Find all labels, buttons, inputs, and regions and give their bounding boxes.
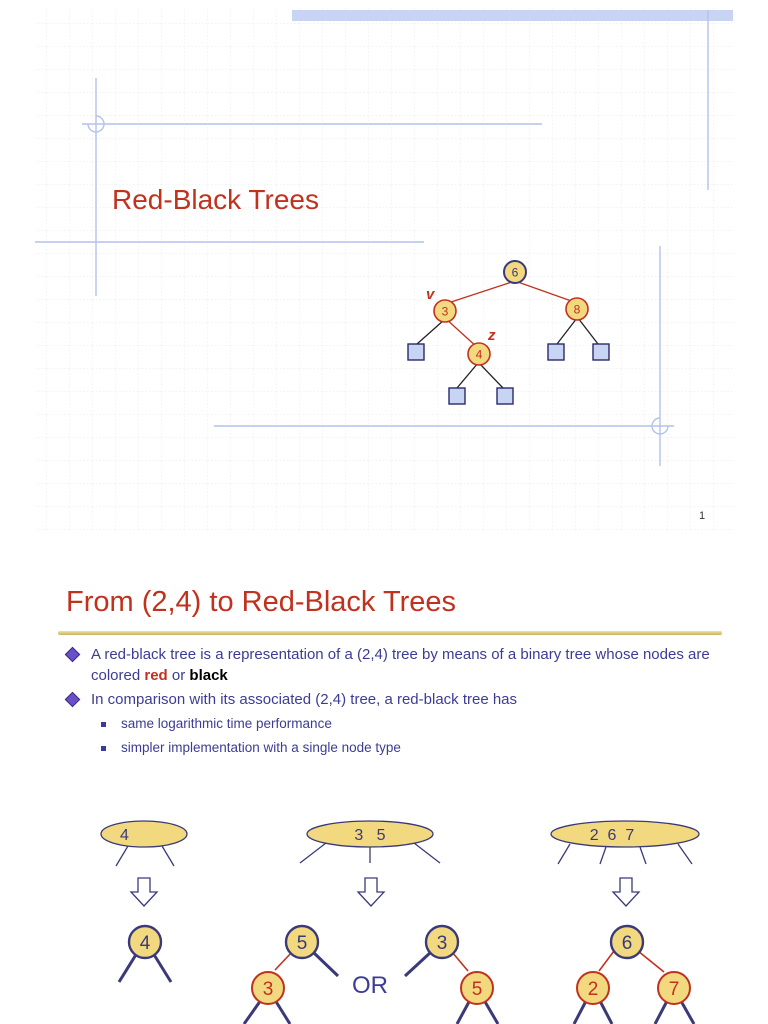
leaf-node	[497, 388, 513, 404]
binary-node-key: 4	[139, 933, 151, 954]
sub-bullet-item	[91, 738, 724, 758]
two-node-key: 4	[120, 827, 129, 844]
down-arrow-icon	[131, 878, 157, 906]
square-bullet-icon	[101, 746, 106, 751]
diamond-bullet-icon	[65, 647, 81, 663]
keyword-red: red	[144, 667, 168, 684]
sub-bullet-list	[91, 714, 724, 758]
leaf-node	[408, 344, 424, 360]
option-a-root-key: 5	[296, 933, 308, 954]
keyword-or: or	[171, 667, 186, 684]
leaf-node	[449, 388, 465, 404]
slide-2	[0, 560, 768, 1024]
edge-6-8	[515, 281, 577, 303]
four-right-key: 7	[668, 979, 680, 1000]
title-underline	[58, 631, 722, 635]
bullet-item	[64, 644, 724, 686]
option-b-child-key: 5	[471, 979, 483, 1000]
or-label: OR	[352, 972, 388, 999]
leaf-node	[548, 344, 564, 360]
slide-1-title: Red-Black Trees	[112, 184, 319, 215]
four-node-keys: 2 6 7	[589, 827, 635, 844]
page-number: 1	[699, 510, 706, 522]
label-z: z	[488, 327, 496, 344]
bullet-item	[64, 689, 724, 758]
leaf-node	[593, 344, 609, 360]
slide-2-title: From (2,4) to Red-Black Trees	[66, 586, 456, 618]
keyword-black: black	[189, 667, 228, 684]
edge-3-4	[445, 318, 478, 348]
edge-3-leaf	[417, 320, 444, 344]
edge-4-leaf-right	[479, 363, 503, 388]
tree-node-root-label: 6	[511, 265, 519, 280]
four-root-key: 6	[621, 933, 633, 954]
three-node-keys: 3 5	[354, 827, 386, 844]
four-node-conversion	[551, 821, 699, 1024]
tree-node-right-label: 8	[573, 302, 581, 317]
option-b-root-key: 3	[436, 933, 448, 954]
bullet-1-text: A red-black tree is a representation of a (2,4) tree by means of a binary tree whose nodes are colored	[91, 646, 710, 684]
sub-bullet-1-text: same logarithmic time performance	[121, 716, 332, 731]
square-bullet-icon	[101, 722, 106, 727]
tree-node-left-label: 3	[441, 304, 449, 319]
down-arrow-icon	[613, 878, 639, 906]
edge-8-leaf-right	[578, 318, 598, 344]
down-arrow-icon	[358, 878, 384, 906]
two-node-ellipse	[101, 821, 187, 847]
diamond-bullet-icon	[65, 692, 81, 708]
label-v: v	[426, 286, 435, 303]
tree-node-inner-label: 4	[475, 347, 483, 362]
conversion-diagram	[0, 800, 768, 1024]
edge-8-leaf-left	[557, 318, 577, 344]
option-a-child-key: 3	[262, 979, 274, 1000]
edge-4-leaf-left	[457, 363, 478, 388]
bullet-list	[64, 644, 724, 762]
bullet-2-text: In comparison with its associated (2,4) tree, a red-black tree has	[91, 691, 518, 708]
edge-6-3	[445, 281, 515, 304]
three-node-conversion	[244, 821, 498, 1024]
four-left-key: 2	[587, 979, 599, 1000]
sub-bullet-2-text: simpler implementation with a single node type	[121, 740, 401, 755]
two-node-conversion	[101, 821, 187, 982]
sub-bullet-item	[91, 714, 724, 734]
